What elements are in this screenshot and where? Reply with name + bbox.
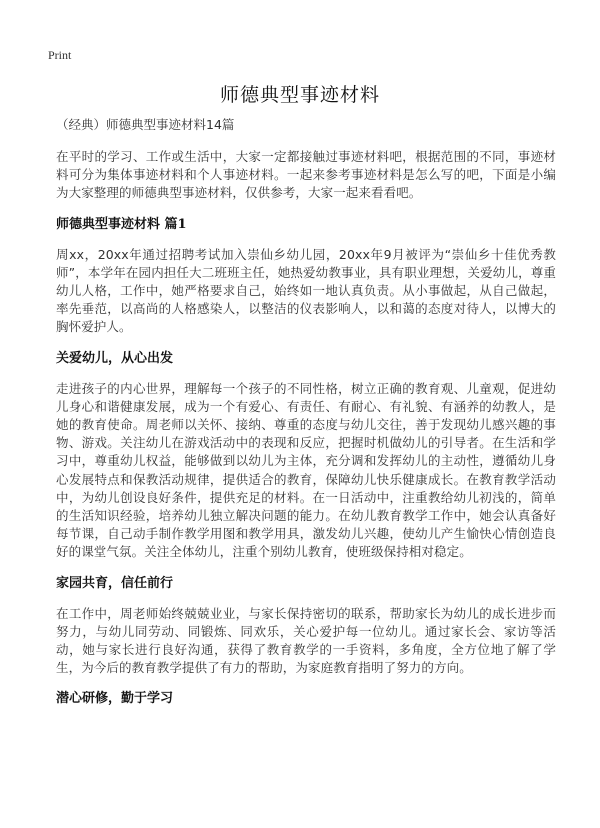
section-heading: 关爱幼儿，从心出发: [56, 350, 174, 366]
document-title: 师德典型事迹材料: [219, 84, 380, 106]
section-heading: 潜心研修，勤于学习: [56, 691, 174, 707]
document-body: [56, 116, 556, 720]
print-label[interactable]: Print: [48, 48, 72, 62]
intro-paragraph: 在平时的学习、工作或生活中，大家一定都接触过事迹材料吧，根据范围的不同，事迹材料可分为集体事迹材料和个人事迹材料。一起来参考事迹材料是怎么写的吧，下面是小编为大家整理的师德典型事迹材料，仅供参考，大家一起来看看吧。: [56, 149, 556, 201]
section-heading: 师德典型事迹材料 篇1: [56, 216, 187, 232]
section-paragraph: 周xx，20xx年通过招聘考试加入崇仙乡幼儿园，20xx年9月被评为“崇仙乡十佳优秀教师”，本学年在园内担任大二班班主任，她热爱幼教事业，具有职业理想，关爱幼儿，尊重幼儿人格，工作中，她严格要求自己，始终如一地认真负责。从小事做起，从自己做起，率先垂范，以高尚的人格感染人，以整洁的仪表影响人，以和蔼的态度对待人，以博大的胸怀爱护人。: [56, 246, 556, 335]
section-heading: 家园共育，信任前行: [56, 575, 174, 591]
section-paragraph: 走进孩子的内心世界，理解每一个孩子的不同性格，树立正确的教育观、儿童观，促进幼儿身心和谐健康发展，成为一个有爱心、有责任、有耐心、有礼貌、有涵养的幼教人，是她的教育使命。周老师以关怀、接纳、尊重的态度与幼儿交往，善于发现幼儿感兴趣的事物、游戏。关注幼儿在游戏活动中的表现和反应，把握时机做幼儿的引导者。在生活和学习中，尊重幼儿权益，能够做到以幼儿为主体，充分调和发挥幼儿的主动性，遵循幼儿身心发展特点和保教活动规律，提供适合的教育，保障幼儿快乐健康成长。在教育教学活动中，为幼儿创设良好条件，提供充足的材料。在一日活动中，注重教给幼儿初浅的，简单的生活知识经验，培养幼儿独立解决问题的能力。在幼儿教育教学工作中，她会认真备好每节课，自己动手制作教学用图和教学用具，激发幼儿兴趣，使幼儿产生愉快心情创造良好的课堂气氛。关注全体幼儿，注重个别幼儿教育，使班级保持相对稳定。: [56, 380, 556, 560]
document-subtitle: （经典）师德典型事迹材料14篇: [56, 117, 235, 132]
section-paragraph: 在工作中，周老师始终兢兢业业，与家长保持密切的联系，帮助家长为幼儿的成长进步而努力，与幼儿同劳动、同锻炼、同欢乐，关心爱护每一位幼儿。通过家长会、家访等活动，她与家长进行良好沟通，获得了教育教学的一手资料，多角度，全方位地了解了学生，为今后的教育教学提供了有力的帮助，为家庭教育指明了努力的方向。: [56, 605, 556, 676]
